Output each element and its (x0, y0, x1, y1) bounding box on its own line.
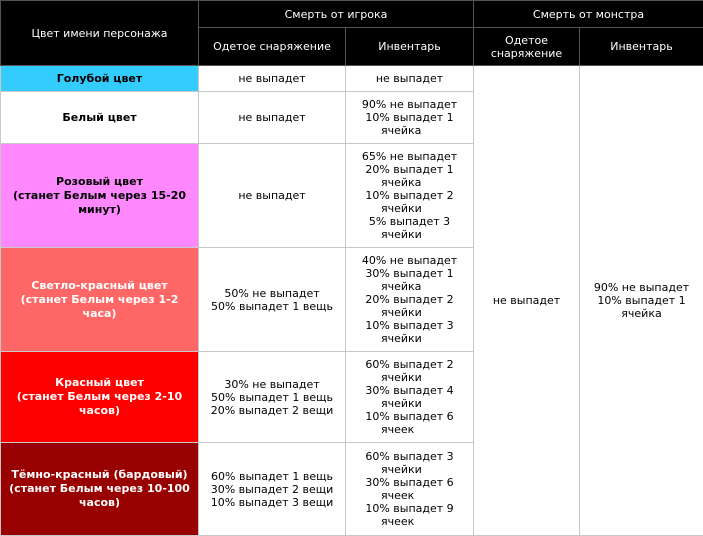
header-monster-inventory: Инвентарь (580, 28, 703, 66)
inventory-drop-line: 5% выпадет 3 (348, 215, 471, 228)
color-name-line: часов) (3, 496, 196, 510)
inventory-drop-line: 65% не выпадет (348, 150, 471, 163)
inventory-drop-line: ячейки (348, 332, 471, 345)
inventory-drop-line: 20% выпадет 2 (348, 293, 471, 306)
inventory-drop-line: 10% выпадет 9 (348, 502, 471, 515)
monster-inventory-line: 90% не выпадет (582, 281, 701, 294)
header-name-col: Цвет имени персонажа (1, 1, 199, 66)
inventory-drop-line: ячейки (348, 228, 471, 241)
inventory-drop-line: 40% не выпадет (348, 254, 471, 267)
color-name-cell (1, 248, 199, 352)
color-name-line: Светло-красный цвет (3, 279, 196, 293)
equipped-drop-line: не выпадет (201, 189, 343, 202)
color-name-cell (1, 443, 199, 536)
equipped-drop-line: 50% выпадет 1 вещь (201, 391, 343, 404)
color-name-line: часов) (3, 404, 196, 418)
monster-equipped-cell: не выпадет (474, 66, 580, 536)
equipped-drop-line: 60% выпадет 1 вещь (201, 470, 343, 483)
color-name-line: (станет Белым через 1-2 (3, 293, 196, 307)
header-monster-equipped-line: снаряжение (476, 47, 577, 60)
equipped-drop-cell (199, 248, 346, 352)
monster-inventory-cell (580, 66, 703, 536)
inventory-drop-cell (346, 92, 474, 144)
inventory-drop-cell (346, 144, 474, 248)
inventory-drop-line: 30% выпадет 6 (348, 476, 471, 489)
inventory-drop-line: 60% выпадет 3 (348, 450, 471, 463)
header-monster-death: Смерть от монстра (474, 1, 703, 28)
inventory-drop-line: 20% выпадет 1 (348, 163, 471, 176)
inventory-drop-line: 30% выпадет 4 (348, 384, 471, 397)
color-name-line: (станет Белым через 10-100 (3, 482, 196, 496)
equipped-drop-line: 20% выпадет 2 вещи (201, 404, 343, 417)
inventory-drop-line: ячейки (348, 202, 471, 215)
equipped-drop-line: 30% не выпадет (201, 378, 343, 391)
equipped-drop-cell (199, 443, 346, 536)
inventory-drop-line: ячейка (348, 176, 471, 189)
color-name-cell (1, 144, 199, 248)
equipped-drop-cell (199, 92, 346, 144)
inventory-drop-cell (346, 443, 474, 536)
color-name-line: (станет Белым через 15-20 (3, 189, 196, 203)
inventory-drop-line: 10% выпадет 6 (348, 410, 471, 423)
inventory-drop-line: 90% не выпадет (348, 98, 471, 111)
inventory-drop-cell (346, 66, 474, 92)
inventory-drop-line: ячейки (348, 397, 471, 410)
header-monster-equipped-line: Одетое (476, 34, 577, 47)
color-name-line: Розовый цвет (3, 175, 196, 189)
header-monster-equipped (474, 28, 580, 66)
equipped-drop-line: 30% выпадет 2 вещи (201, 483, 343, 496)
header-equipped: Одетое снаряжение (199, 28, 346, 66)
inventory-drop-line: ячеек (348, 489, 471, 502)
inventory-drop-line: 10% выпадет 2 (348, 189, 471, 202)
inventory-drop-line: ячейка (348, 124, 471, 137)
inventory-drop-line: ячейка (348, 280, 471, 293)
equipped-drop-line: не выпадет (201, 111, 343, 124)
inventory-drop-line: 10% выпадет 1 (348, 111, 471, 124)
inventory-drop-line: ячейки (348, 306, 471, 319)
equipped-drop-line: 10% выпадет 3 вещи (201, 496, 343, 509)
color-name-line: минут) (3, 203, 196, 217)
inventory-drop-cell (346, 352, 474, 443)
color-name-line: Тёмно-красный (бардовый) (3, 468, 196, 482)
color-name-line: часа) (3, 307, 196, 321)
inventory-drop-line: ячеек (348, 423, 471, 436)
equipped-drop-cell (199, 352, 346, 443)
color-name-line: Белый цвет (3, 111, 196, 125)
color-name-line: Красный цвет (3, 376, 196, 390)
equipped-drop-cell (199, 144, 346, 248)
inventory-drop-line: ячейки (348, 371, 471, 384)
color-name-line: (станет Белым через 2-10 (3, 390, 196, 404)
color-name-line: Голубой цвет (3, 72, 196, 86)
color-name-cell (1, 92, 199, 144)
equipped-drop-line: 50% не выпадет (201, 287, 343, 300)
inventory-drop-line: ячейки (348, 463, 471, 476)
header-player-death: Смерть от игрока (199, 1, 474, 28)
inventory-drop-line: 10% выпадет 3 (348, 319, 471, 332)
equipped-drop-line: 50% выпадет 1 вещь (201, 300, 343, 313)
table-row (1, 66, 703, 92)
inventory-drop-line: не выпадет (348, 72, 471, 85)
inventory-drop-line: 60% выпадет 2 (348, 358, 471, 371)
inventory-drop-line: 30% выпадет 1 (348, 267, 471, 280)
inventory-drop-cell (346, 248, 474, 352)
monster-inventory-line: ячейка (582, 307, 701, 320)
equipped-drop-line: не выпадет (201, 72, 343, 85)
color-name-cell (1, 352, 199, 443)
monster-inventory-line: 10% выпадет 1 (582, 294, 701, 307)
equipped-drop-cell (199, 66, 346, 92)
header-inventory: Инвентарь (346, 28, 474, 66)
inventory-drop-line: ячеек (348, 515, 471, 528)
color-name-cell (1, 66, 199, 92)
